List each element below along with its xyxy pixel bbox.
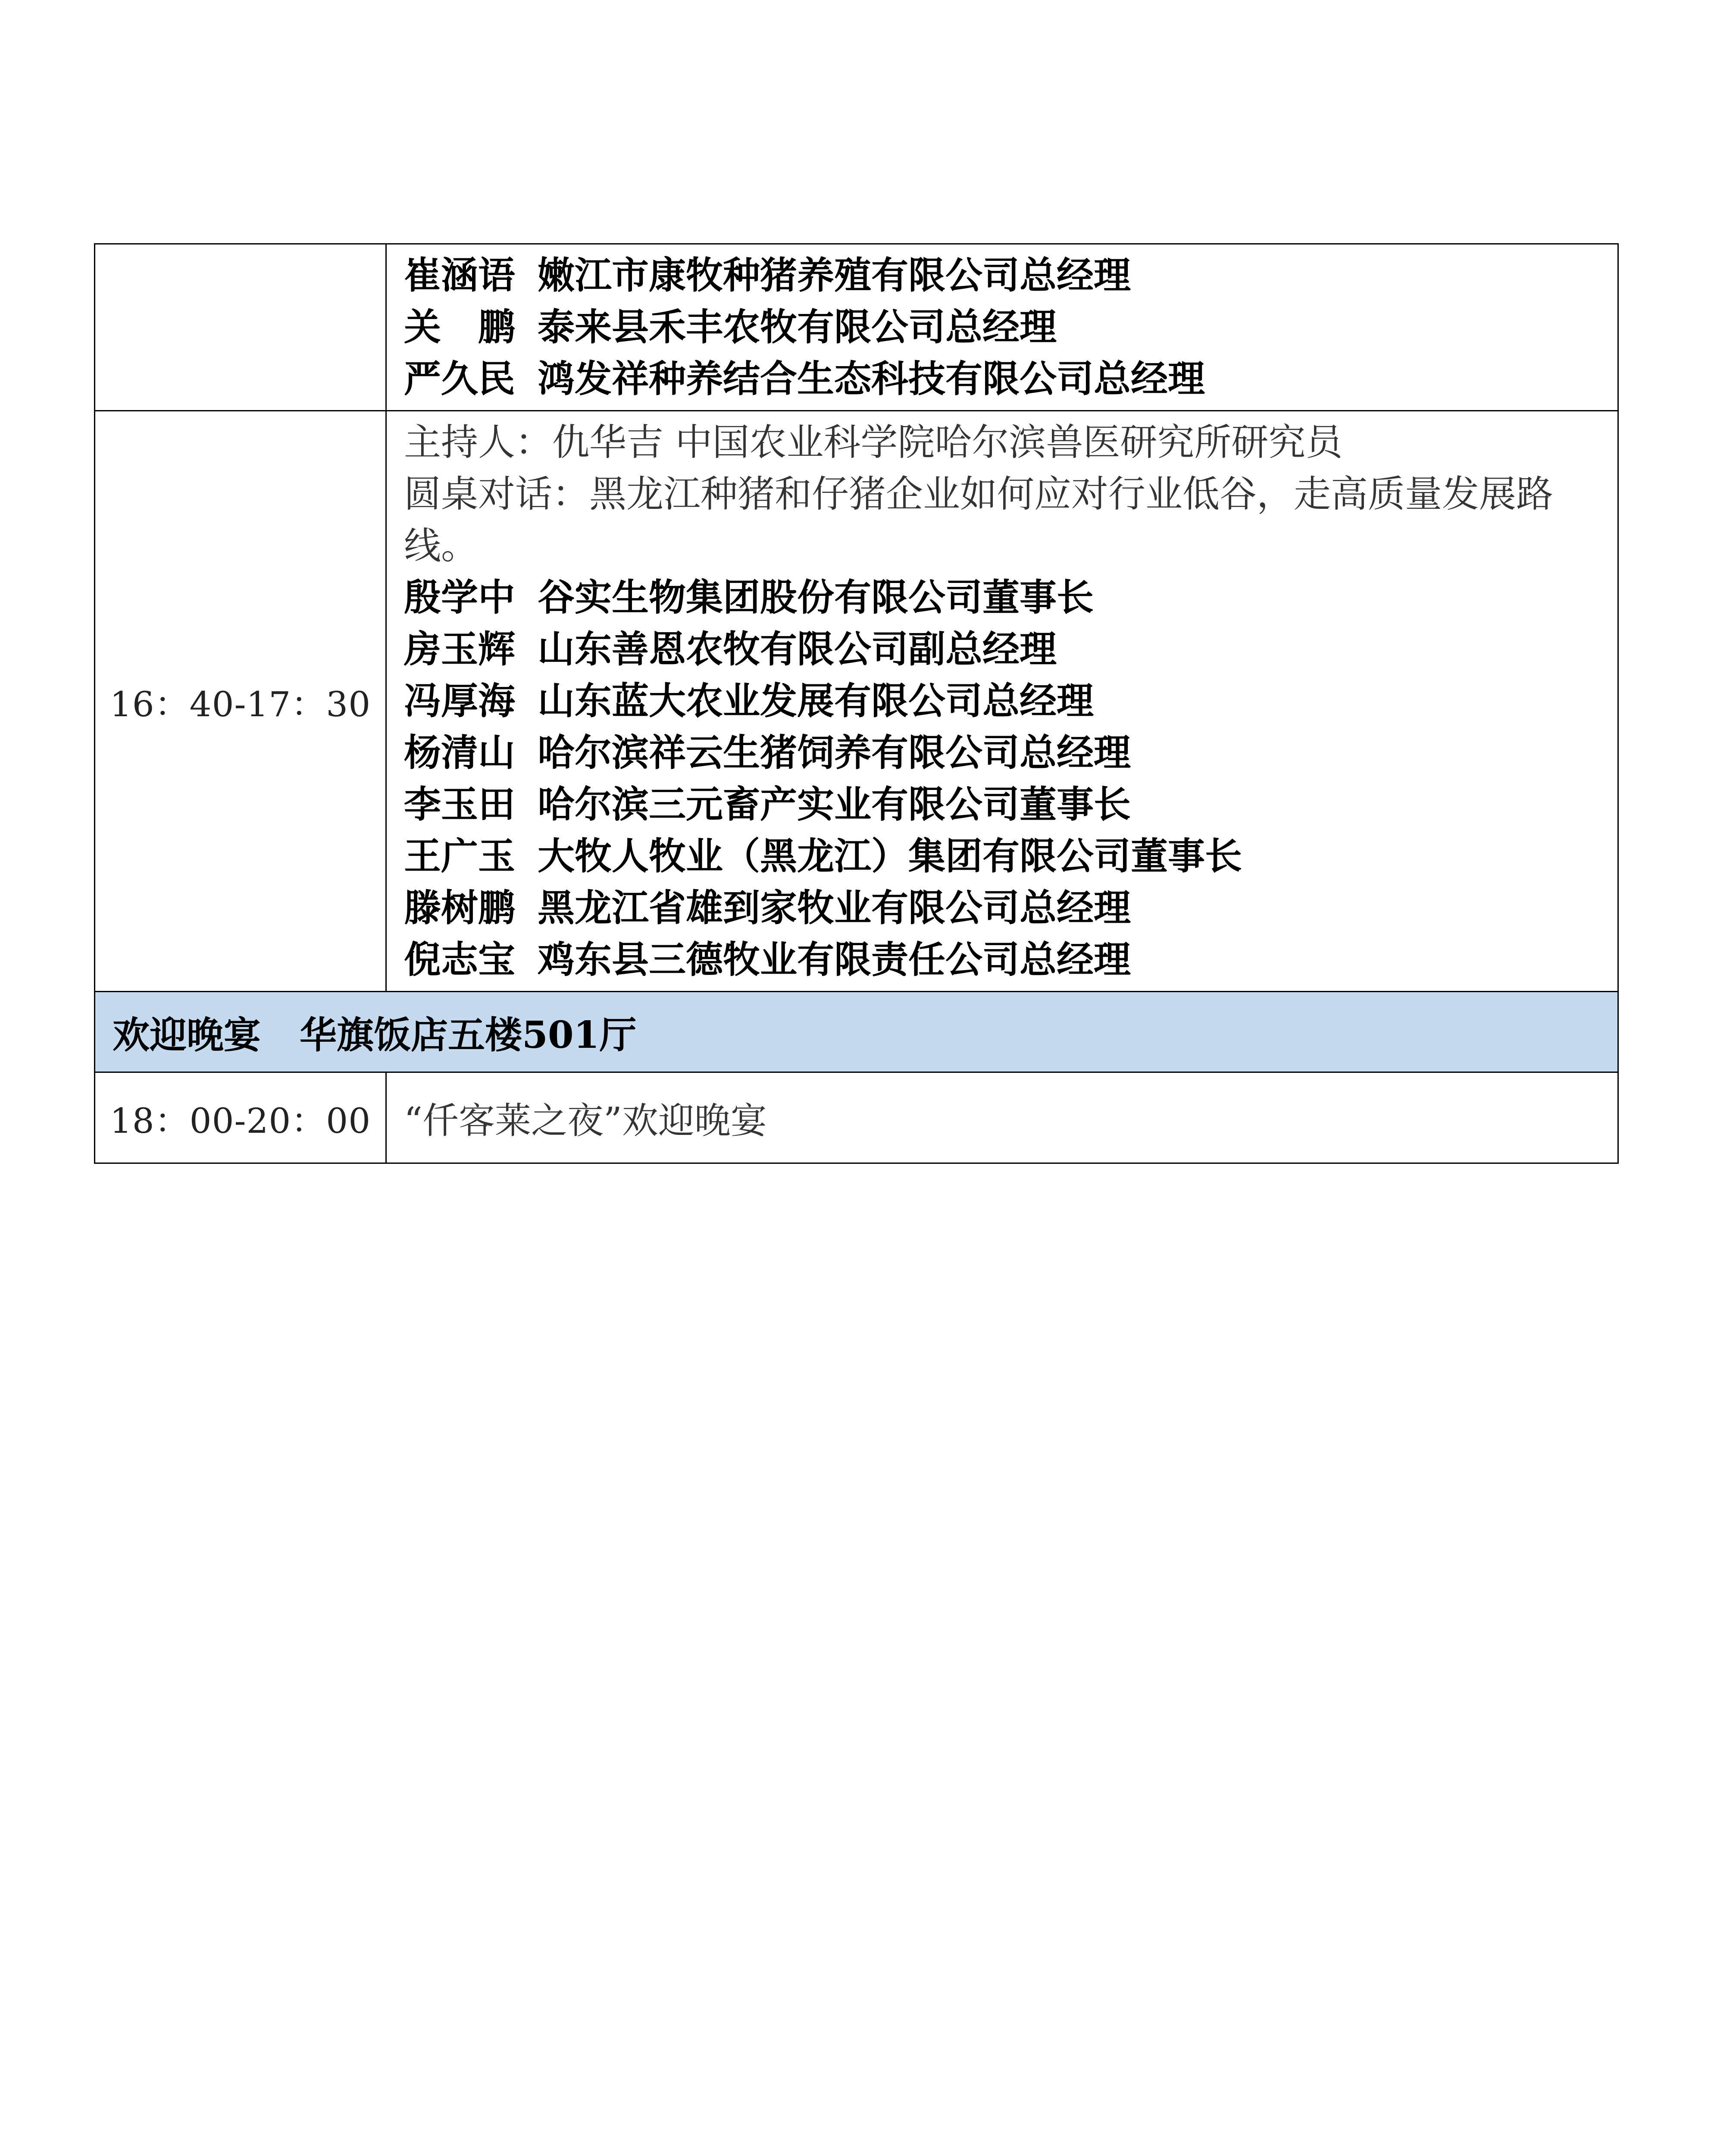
host-line: 主持人：仇华吉 中国农业科学院哈尔滨兽医研究所研究员 xyxy=(404,421,1343,464)
panelist-line xyxy=(404,572,1617,624)
panelist-name: 冯厚海 xyxy=(404,679,515,723)
speaker-name: 崔涵语 xyxy=(404,254,515,297)
time-cell-empty xyxy=(95,244,386,411)
panelist-line xyxy=(404,934,1617,986)
speaker-name: 关 鹏 xyxy=(404,305,515,349)
panelist-name: 殷学中 xyxy=(404,576,515,619)
speaker-line xyxy=(404,353,1617,405)
panelist-line xyxy=(404,830,1617,882)
banquet-label: 欢迎晚宴 xyxy=(113,1013,261,1057)
panelist-title: 哈尔滨祥云生猪饲养有限公司总经理 xyxy=(538,731,1131,774)
panelist-title: 山东蓝大农业发展有限公司总经理 xyxy=(538,679,1094,723)
banquet-venue: 华旗饭店五楼501厅 xyxy=(300,1013,637,1057)
panelist-title: 黑龙江省雄到家牧业有限公司总经理 xyxy=(538,886,1131,930)
panelist-name: 房玉辉 xyxy=(404,627,515,671)
panelist-name: 杨清山 xyxy=(404,731,515,774)
panelist-line xyxy=(404,727,1617,779)
panelist-title: 山东善恩农牧有限公司副总经理 xyxy=(538,627,1057,671)
schedule-row-roundtable xyxy=(95,411,1618,992)
speaker-title: 鸿发祥种养结合生态科技有限公司总经理 xyxy=(538,357,1205,401)
time-cell: 18：00-20：00 xyxy=(95,1072,386,1163)
dinner-cell: “仟客莱之夜”欢迎晚宴 xyxy=(386,1072,1618,1163)
schedule-row-speakers-continued xyxy=(95,244,1618,411)
speaker-line xyxy=(404,250,1617,301)
panelist-line xyxy=(404,624,1617,675)
panelist-title: 谷实生物集团股份有限公司董事长 xyxy=(538,576,1094,619)
panelist-name: 滕树鹏 xyxy=(404,886,515,930)
panelist-line xyxy=(404,882,1617,934)
panelist-name: 倪志宝 xyxy=(404,938,515,981)
banquet-header-cell xyxy=(95,992,1618,1072)
panelist-title: 大牧人牧业（黑龙江）集团有限公司董事长 xyxy=(538,834,1242,878)
panelist-name: 王广玉 xyxy=(404,834,515,878)
speaker-name: 严久民 xyxy=(404,357,515,401)
banquet-header-row xyxy=(95,992,1618,1072)
time-cell: 16：40-17：30 xyxy=(95,411,386,992)
speaker-line xyxy=(404,301,1617,353)
speaker-title: 嫩江市康牧种猪养殖有限公司总经理 xyxy=(538,254,1131,297)
speaker-title: 泰来县禾丰农牧有限公司总经理 xyxy=(538,305,1057,349)
speakers-cell xyxy=(386,244,1618,411)
panelist-line xyxy=(404,779,1617,830)
panelist-title: 哈尔滨三元畜产实业有限公司董事长 xyxy=(538,783,1131,826)
schedule-table xyxy=(94,243,1619,1164)
topic-line: 圆桌对话：黑龙江种猪和仔猪企业如何应对行业低谷，走高质量发展路线。 xyxy=(404,473,1553,567)
schedule-row-dinner xyxy=(95,1072,1618,1163)
panelist-name: 李玉田 xyxy=(404,783,515,826)
roundtable-cell xyxy=(386,411,1618,992)
panelist-line xyxy=(404,675,1617,727)
panelist-title: 鸡东县三德牧业有限责任公司总经理 xyxy=(538,938,1131,981)
